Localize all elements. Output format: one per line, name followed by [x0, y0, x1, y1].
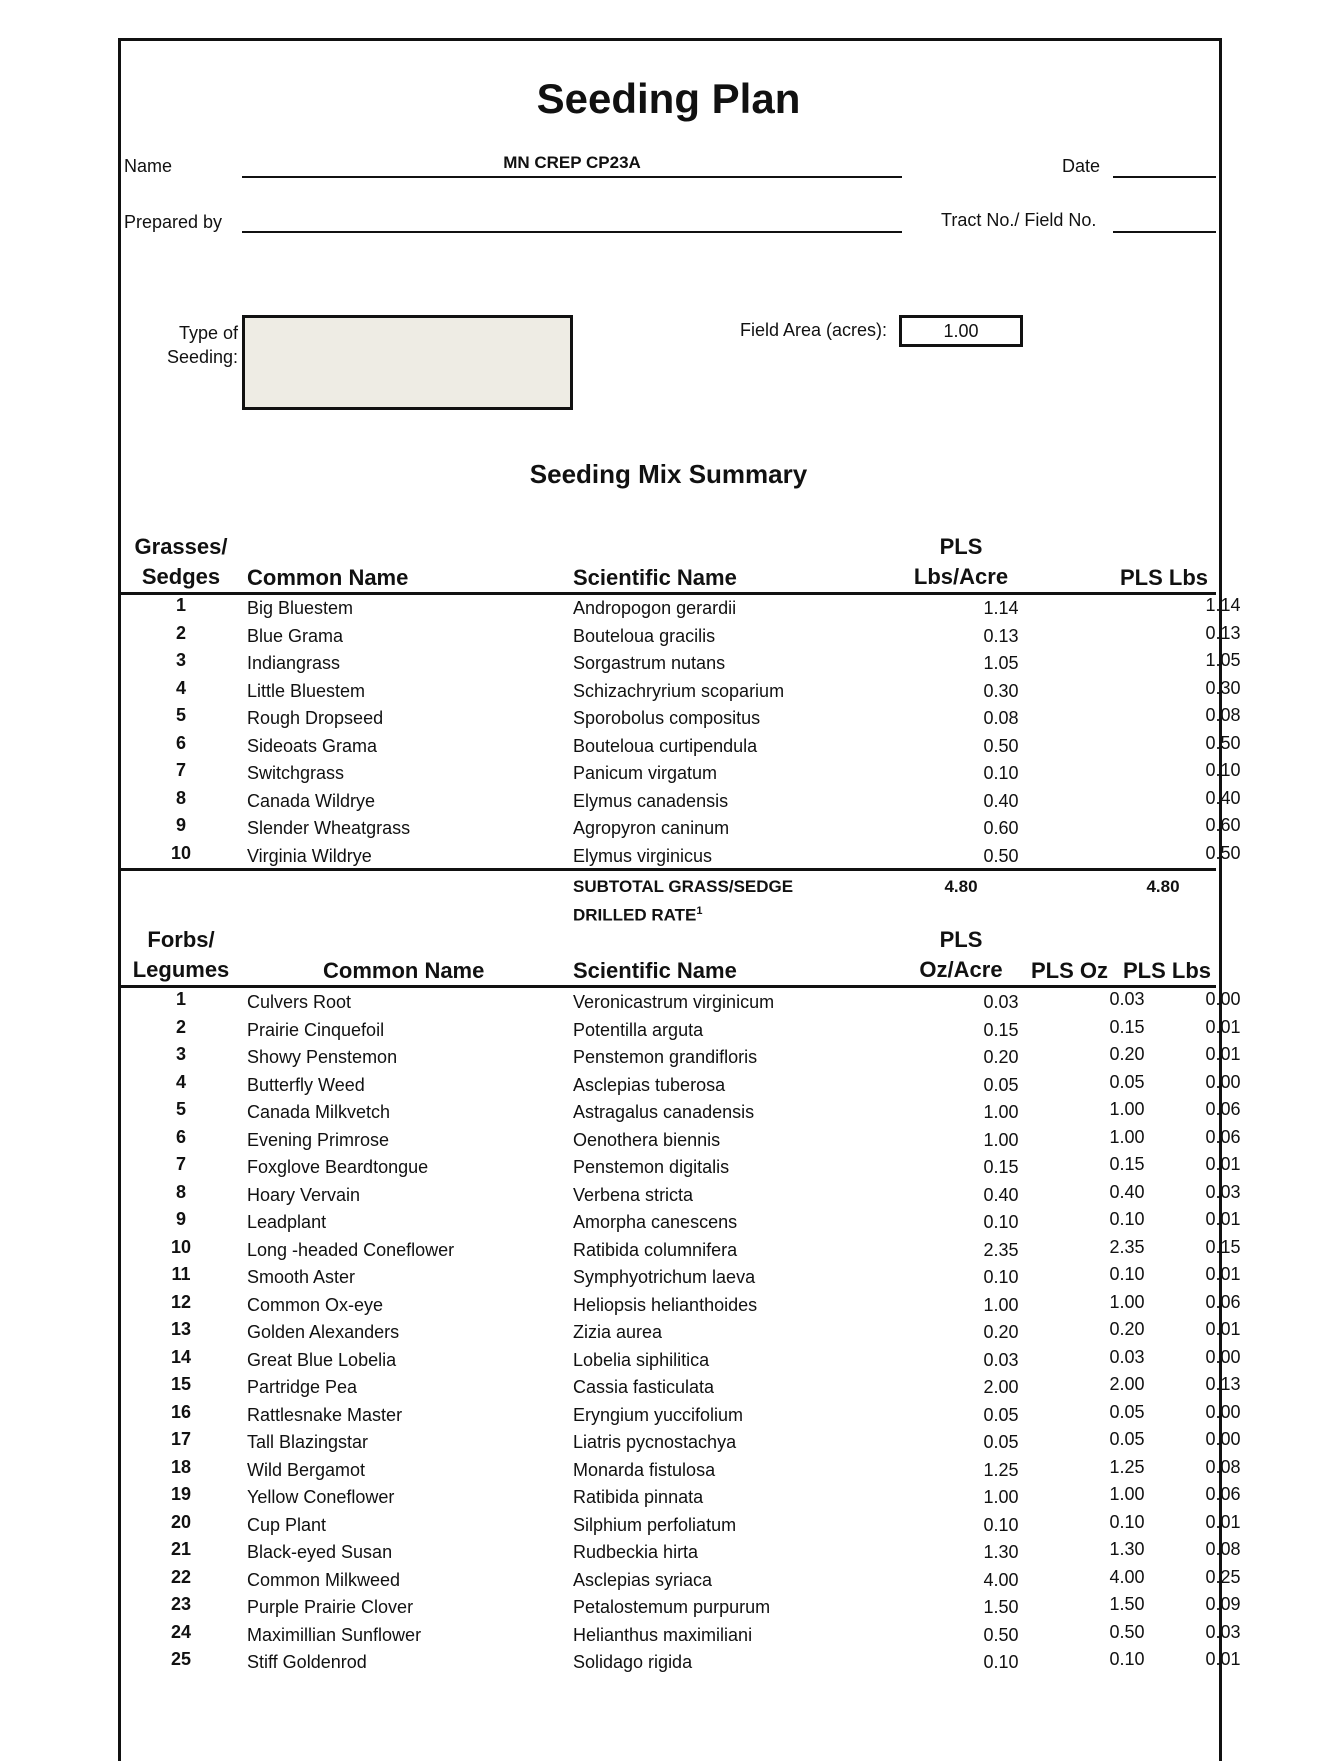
table-row	[121, 1511, 1241, 1542]
pls-rate-cell: 0.05	[983, 1432, 1019, 1452]
common-name-cell: Hoary Vervain	[247, 1184, 361, 1205]
pls-rate-cell: 0.05	[983, 1074, 1019, 1095]
common-name-cell: Switchgrass	[247, 763, 345, 783]
pls-oz-cell: 0.03	[1109, 989, 1145, 1009]
grasses-bottom-rule	[121, 868, 1216, 871]
row-number: 14	[170, 1346, 192, 1367]
pls-rate-cell: 1.50	[983, 1597, 1019, 1617]
table-row	[121, 1154, 1241, 1184]
scientific-name-cell: Veronicastrum virginicum	[573, 992, 775, 1012]
scientific-name-cell: Bouteloua gracilis	[573, 625, 716, 646]
table-row	[121, 815, 1241, 845]
scientific-name-cell: Monarda fistulosa	[573, 1459, 716, 1480]
type-of-seeding-label-line1: Type of	[178, 323, 238, 343]
scientific-name-cell: Panicum virgatum	[573, 763, 718, 783]
scientific-name-cell: Andropogon gerardii	[573, 598, 737, 618]
row-number: 3	[175, 650, 186, 670]
pls-lbs-cell: 0.13	[1205, 1374, 1241, 1394]
forbs-lbs-header: PLS Lbs	[1123, 958, 1212, 983]
table-row	[121, 1429, 1241, 1459]
scientific-name-cell: Oenothera biennis	[573, 1129, 721, 1150]
row-number: 1	[175, 989, 186, 1009]
pls-rate-cell: 0.30	[983, 680, 1019, 701]
scientific-name-cell: Sporobolus compositus	[573, 708, 761, 728]
pls-oz-cell: 0.20	[1109, 1319, 1145, 1339]
grasses-header-rule	[121, 592, 1216, 595]
row-number: 23	[170, 1594, 192, 1614]
common-name-cell: Slender Wheatgrass	[247, 818, 411, 838]
row-number: 12	[170, 1291, 192, 1312]
row-number: 20	[170, 1511, 192, 1532]
field-area-field[interactable]: 1.00	[899, 315, 1023, 347]
common-name-cell: Little Bluestem	[247, 680, 366, 701]
scientific-name-cell: Petalostemum purpurum	[573, 1597, 771, 1617]
pls-lbs-cell: 0.50	[1205, 842, 1241, 863]
name-field-line	[242, 176, 902, 178]
common-name-cell: Culvers Root	[247, 992, 352, 1012]
subtotal-label-line1: SUBTOTAL GRASS/SEDGE	[573, 877, 794, 896]
grasses-group-header-line2: Sedges	[141, 564, 221, 589]
pls-rate-cell: 0.10	[983, 1267, 1019, 1287]
common-name-cell: Evening Primrose	[247, 1129, 390, 1150]
common-name-cell: Tall Blazingstar	[247, 1432, 369, 1452]
prepared-by-field[interactable]	[242, 231, 902, 233]
scientific-name-cell: Potentilla arguta	[573, 1019, 704, 1040]
type-of-seeding-field[interactable]	[242, 315, 573, 410]
row-number: 8	[175, 1181, 186, 1202]
subtotal-lbs: 4.80	[1146, 877, 1180, 896]
table-row	[121, 760, 1241, 790]
table-row	[121, 1621, 1241, 1652]
scientific-name-cell: Asclepias syriaca	[573, 1569, 713, 1590]
common-name-cell: Black-eyed Susan	[247, 1542, 393, 1562]
pls-lbs-cell: 0.01	[1205, 1649, 1241, 1669]
forbs-rate-header-line2: Oz/Acre	[919, 957, 1003, 982]
scientific-name-cell: Cassia fasticulata	[573, 1377, 715, 1397]
row-number: 2	[175, 1016, 186, 1037]
row-number: 17	[170, 1429, 192, 1449]
pls-oz-cell: 1.00	[1109, 1484, 1145, 1504]
scientific-name-cell: Amorpha canescens	[573, 1212, 738, 1232]
table-row	[121, 787, 1241, 818]
pls-rate-cell: 1.00	[983, 1129, 1019, 1150]
table-row	[121, 1594, 1241, 1624]
pls-lbs-cell: 0.06	[1205, 1484, 1241, 1504]
pls-lbs-cell: 0.00	[1205, 1346, 1241, 1367]
subtotal-footnote-mark: 1	[696, 905, 703, 917]
pls-rate-cell: 1.25	[983, 1459, 1019, 1480]
pls-oz-cell: 0.05	[1109, 1429, 1145, 1449]
pls-oz-cell: 2.00	[1109, 1374, 1145, 1394]
field-area-label: Field Area (acres):	[740, 320, 888, 340]
tract-field[interactable]	[1113, 231, 1216, 233]
scientific-name-cell: Lobelia siphilitica	[573, 1349, 710, 1370]
grasses-scientific-header: Scientific Name	[573, 565, 737, 590]
pls-rate-cell: 0.10	[983, 1514, 1019, 1535]
row-number: 18	[170, 1456, 192, 1477]
pls-lbs-cell: 0.01	[1205, 1016, 1241, 1037]
pls-lbs-cell: 0.00	[1205, 1071, 1241, 1092]
pls-lbs-cell: 0.03	[1205, 1621, 1241, 1642]
table-row	[121, 1319, 1241, 1349]
scientific-name-cell: Helianthus maximiliani	[573, 1624, 753, 1645]
table-row	[121, 705, 1241, 735]
row-number: 7	[175, 760, 186, 780]
forbs-rate-header-line1: PLS	[939, 927, 983, 952]
common-name-cell: Common Milkweed	[247, 1569, 401, 1590]
row-number: 1	[175, 595, 186, 615]
scientific-name-cell: Astragalus canadensis	[573, 1102, 755, 1122]
row-number: 6	[175, 732, 186, 753]
pls-oz-cell: 1.25	[1109, 1456, 1145, 1477]
pls-oz-cell: 0.10	[1109, 1511, 1145, 1532]
forbs-group-header-line2: Legumes	[132, 957, 230, 982]
row-number: 16	[170, 1401, 192, 1422]
scientific-name-cell: Verbena stricta	[573, 1184, 694, 1205]
table-row	[121, 1181, 1241, 1212]
pls-rate-cell: 0.10	[983, 1212, 1019, 1232]
table-row	[121, 622, 1241, 653]
row-number: 22	[170, 1566, 192, 1587]
forbs-scientific-header: Scientific Name	[573, 958, 737, 983]
pls-lbs-cell: 0.50	[1205, 732, 1241, 753]
common-name-cell: Wild Bergamot	[247, 1459, 366, 1480]
pls-lbs-cell: 0.60	[1205, 815, 1241, 835]
common-name-cell: Rough Dropseed	[247, 708, 384, 728]
prepared-by-label: Prepared by	[124, 212, 223, 232]
pls-rate-cell: 0.40	[983, 1184, 1019, 1205]
pls-rate-cell: 0.10	[983, 763, 1019, 783]
common-name-cell: Partridge Pea	[247, 1377, 358, 1397]
grasses-common-header: Common Name	[247, 565, 409, 590]
pls-rate-cell: 1.00	[983, 1102, 1019, 1122]
pls-rate-cell: 1.05	[983, 653, 1019, 673]
row-number: 5	[175, 1099, 186, 1119]
scientific-name-cell: Heliopsis helianthoides	[573, 1294, 758, 1315]
row-number: 4	[175, 677, 186, 698]
pls-lbs-cell: 0.25	[1205, 1566, 1241, 1587]
pls-rate-cell: 0.10	[983, 1652, 1019, 1672]
row-number: 6	[175, 1126, 186, 1147]
pls-rate-cell: 1.14	[983, 598, 1019, 618]
seeding-mix-summary-heading: Seeding Mix Summary	[529, 459, 808, 489]
pls-rate-cell: 1.00	[983, 1487, 1019, 1507]
pls-lbs-cell: 0.15	[1205, 1236, 1241, 1257]
scientific-name-cell: Elymus canadensis	[573, 790, 729, 811]
common-name-cell: Long -headed Coneflower	[247, 1239, 455, 1260]
pls-rate-cell: 0.03	[983, 992, 1019, 1012]
pls-rate-cell: 1.00	[983, 1294, 1019, 1315]
scientific-name-cell: Solidago rigida	[573, 1652, 693, 1672]
forbs-oz-header: PLS Oz	[1031, 958, 1109, 983]
table-row	[121, 1071, 1241, 1102]
row-number: 5	[175, 705, 186, 725]
forbs-header-rule	[121, 985, 1216, 988]
common-name-cell: Indiangrass	[247, 653, 341, 673]
type-of-seeding-label-line2: Seeding:	[166, 347, 238, 367]
row-number: 25	[170, 1649, 192, 1669]
row-number: 10	[170, 842, 192, 863]
scientific-name-cell: Elymus virginicus	[573, 845, 713, 866]
grasses-rate-header-line1: PLS	[939, 534, 983, 559]
pls-oz-cell: 0.20	[1109, 1044, 1145, 1064]
pls-rate-cell: 0.13	[983, 625, 1019, 646]
row-number: 7	[175, 1154, 186, 1174]
forbs-common-header: Common Name	[323, 958, 485, 983]
row-number: 11	[171, 1264, 191, 1284]
row-number: 19	[170, 1484, 192, 1504]
pls-oz-cell: 2.35	[1109, 1236, 1145, 1257]
pls-lbs-cell: 0.01	[1205, 1209, 1241, 1229]
pls-rate-cell: 0.03	[983, 1349, 1019, 1370]
scientific-name-cell: Silphium perfoliatum	[573, 1514, 737, 1535]
pls-rate-cell: 0.40	[983, 790, 1019, 811]
date-label: Date	[1062, 156, 1101, 176]
pls-lbs-cell: 0.01	[1205, 1511, 1241, 1532]
scientific-name-cell: Sorgastrum nutans	[573, 653, 726, 673]
pls-oz-cell: 0.10	[1109, 1209, 1145, 1229]
forbs-group-header-line1: Forbs/	[147, 927, 215, 952]
name-label: Name	[124, 156, 173, 176]
pls-rate-cell: 0.05	[983, 1404, 1019, 1425]
pls-oz-cell: 1.00	[1109, 1291, 1145, 1312]
table-row	[121, 1649, 1241, 1679]
common-name-cell: Golden Alexanders	[247, 1322, 400, 1342]
table-row	[121, 677, 1241, 708]
pls-lbs-cell: 0.30	[1205, 677, 1241, 698]
row-number: 9	[175, 815, 186, 835]
grasses-rate-header-line2: Lbs/Acre	[913, 564, 1009, 589]
scientific-name-cell: Schizachryrium scoparium	[573, 680, 785, 701]
pls-lbs-cell: 0.00	[1205, 1429, 1241, 1449]
common-name-cell: Rattlesnake Master	[247, 1404, 403, 1425]
common-name-cell: Prairie Cinquefoil	[247, 1019, 385, 1040]
common-name-cell: Common Ox-eye	[247, 1294, 384, 1315]
scientific-name-cell: Rudbeckia hirta	[573, 1542, 699, 1562]
row-number: 15	[170, 1374, 192, 1394]
table-row	[121, 1374, 1241, 1404]
table-row	[121, 989, 1241, 1019]
pls-rate-cell: 0.20	[983, 1322, 1019, 1342]
pls-rate-cell: 0.50	[983, 845, 1019, 866]
pls-lbs-cell: 1.05	[1205, 650, 1241, 670]
row-number: 8	[175, 787, 186, 808]
common-name-cell: Blue Grama	[247, 625, 344, 646]
pls-lbs-cell: 0.01	[1205, 1154, 1241, 1174]
common-name-cell: Stiff Goldenrod	[247, 1652, 367, 1672]
grasses-group-header	[121, 532, 241, 592]
forbs-rate-header	[901, 925, 1021, 985]
type-of-seeding-label	[128, 321, 238, 369]
pls-oz-cell: 0.05	[1109, 1401, 1145, 1422]
page-title: Seeding Plan	[536, 75, 801, 122]
pls-rate-cell: 2.00	[983, 1377, 1019, 1397]
pls-lbs-cell: 0.13	[1205, 622, 1241, 643]
pls-oz-cell: 0.03	[1109, 1346, 1145, 1367]
scientific-name-cell: Zizia aurea	[573, 1322, 663, 1342]
table-row	[121, 1236, 1241, 1267]
pls-lbs-cell: 0.09	[1205, 1594, 1241, 1614]
table-row	[121, 1126, 1241, 1157]
table-row	[121, 1044, 1241, 1074]
pls-rate-cell: 2.35	[983, 1239, 1019, 1260]
scientific-name-cell: Asclepias tuberosa	[573, 1074, 726, 1095]
pls-oz-cell: 1.00	[1109, 1126, 1145, 1147]
common-name-cell: Showy Penstemon	[247, 1047, 398, 1067]
scientific-name-cell: Ratibida columnifera	[573, 1239, 738, 1260]
scientific-name-cell: Agropyron caninum	[573, 818, 730, 838]
common-name-cell: Yellow Coneflower	[247, 1487, 395, 1507]
row-number: 3	[175, 1044, 186, 1064]
pls-rate-cell: 0.08	[983, 708, 1019, 728]
pls-rate-cell: 1.30	[983, 1542, 1019, 1562]
pls-rate-cell: 4.00	[983, 1569, 1019, 1590]
pls-lbs-cell: 0.01	[1205, 1044, 1241, 1064]
table-row	[121, 1264, 1241, 1294]
table-row	[121, 1484, 1241, 1514]
pls-oz-cell: 0.10	[1109, 1649, 1145, 1669]
common-name-cell: Virginia Wildrye	[247, 845, 372, 866]
pls-oz-cell: 0.05	[1109, 1071, 1145, 1092]
pls-lbs-cell: 1.14	[1205, 595, 1241, 615]
scientific-name-cell: Eryngium yuccifolium	[573, 1404, 744, 1425]
subtotal-rate: 4.80	[944, 877, 978, 896]
table-row	[121, 1346, 1241, 1377]
table-row	[121, 650, 1241, 680]
common-name-cell: Canada Wildrye	[247, 790, 376, 811]
subtotal-label-text: DRILLED RATE	[573, 905, 697, 925]
scientific-name-cell: Bouteloua curtipendula	[573, 735, 758, 756]
grasses-group-header-line1: Grasses/	[134, 534, 228, 559]
common-name-cell: Purple Prairie Clover	[247, 1597, 414, 1617]
pls-lbs-cell: 0.08	[1205, 705, 1241, 725]
pls-oz-cell: 1.30	[1109, 1539, 1145, 1559]
grasses-rate-header	[901, 532, 1021, 592]
subtotal-label-line2	[573, 905, 703, 926]
pls-oz-cell: 1.00	[1109, 1099, 1145, 1119]
pls-rate-cell: 0.15	[983, 1019, 1019, 1040]
row-number: 9	[175, 1209, 186, 1229]
table-row	[121, 1099, 1241, 1129]
table-row	[121, 1539, 1241, 1569]
scientific-name-cell: Liatris pycnostachya	[573, 1432, 737, 1452]
pls-oz-cell: 0.50	[1109, 1621, 1145, 1642]
pls-oz-cell: 0.10	[1109, 1264, 1145, 1284]
pls-lbs-cell: 0.08	[1205, 1539, 1241, 1559]
table-row	[121, 1401, 1241, 1432]
grasses-lbs-header: PLS Lbs	[1120, 565, 1209, 590]
pls-lbs-cell: 0.01	[1205, 1264, 1241, 1284]
pls-rate-cell: 0.20	[983, 1047, 1019, 1067]
pls-rate-cell: 0.15	[983, 1157, 1019, 1177]
common-name-cell: Maximillian Sunflower	[247, 1624, 422, 1645]
common-name-cell: Foxglove Beardtongue	[247, 1157, 429, 1177]
pls-lbs-cell: 0.08	[1205, 1456, 1241, 1477]
pls-rate-cell: 0.60	[983, 818, 1019, 838]
common-name-cell: Smooth Aster	[247, 1267, 356, 1287]
table-row	[121, 732, 1241, 763]
row-number: 10	[170, 1236, 192, 1257]
pls-lbs-cell: 0.10	[1205, 760, 1241, 780]
pls-lbs-cell: 0.01	[1205, 1319, 1241, 1339]
common-name-cell: Cup Plant	[247, 1514, 327, 1535]
pls-lbs-cell: 0.00	[1205, 1401, 1241, 1422]
forbs-group-header	[121, 925, 241, 985]
row-number: 24	[170, 1621, 192, 1642]
row-number: 4	[175, 1071, 186, 1092]
common-name-cell: Sideoats Grama	[247, 735, 378, 756]
table-row	[121, 1291, 1241, 1322]
pls-oz-cell: 0.15	[1109, 1016, 1145, 1037]
table-row	[121, 1566, 1241, 1597]
pls-oz-cell: 4.00	[1109, 1566, 1145, 1587]
row-number: 13	[170, 1319, 192, 1339]
pls-lbs-cell: 0.06	[1205, 1291, 1241, 1312]
table-row	[121, 1209, 1241, 1239]
scientific-name-cell: Penstemon grandifloris	[573, 1047, 758, 1067]
table-row	[121, 1456, 1241, 1487]
pls-lbs-cell: 0.00	[1205, 989, 1241, 1009]
pls-lbs-cell: 0.06	[1205, 1099, 1241, 1119]
pls-lbs-cell: 0.03	[1205, 1181, 1241, 1202]
pls-lbs-cell: 0.06	[1205, 1126, 1241, 1147]
row-number: 2	[175, 622, 186, 643]
table-row	[121, 595, 1241, 625]
common-name-cell: Leadplant	[247, 1212, 327, 1232]
scientific-name-cell: Symphyotrichum laeva	[573, 1267, 756, 1287]
common-name-cell: Canada Milkvetch	[247, 1102, 391, 1122]
pls-oz-cell: 0.15	[1109, 1154, 1145, 1174]
row-number: 21	[170, 1539, 192, 1559]
common-name-cell: Great Blue Lobelia	[247, 1349, 397, 1370]
date-field[interactable]	[1113, 176, 1216, 178]
common-name-cell: Big Bluestem	[247, 598, 354, 618]
scientific-name-cell: Ratibida pinnata	[573, 1487, 704, 1507]
pls-oz-cell: 0.40	[1109, 1181, 1145, 1202]
pls-lbs-cell: 0.40	[1205, 787, 1241, 808]
scientific-name-cell: Penstemon digitalis	[573, 1157, 730, 1177]
pls-oz-cell: 1.50	[1109, 1594, 1145, 1614]
common-name-cell: Butterfly Weed	[247, 1074, 365, 1095]
pls-rate-cell: 0.50	[983, 735, 1019, 756]
name-field[interactable]: MN CREP CP23A	[503, 153, 641, 172]
pls-rate-cell: 0.50	[983, 1624, 1019, 1645]
table-row	[121, 1016, 1241, 1047]
tract-label: Tract No./ Field No.	[941, 210, 1097, 230]
